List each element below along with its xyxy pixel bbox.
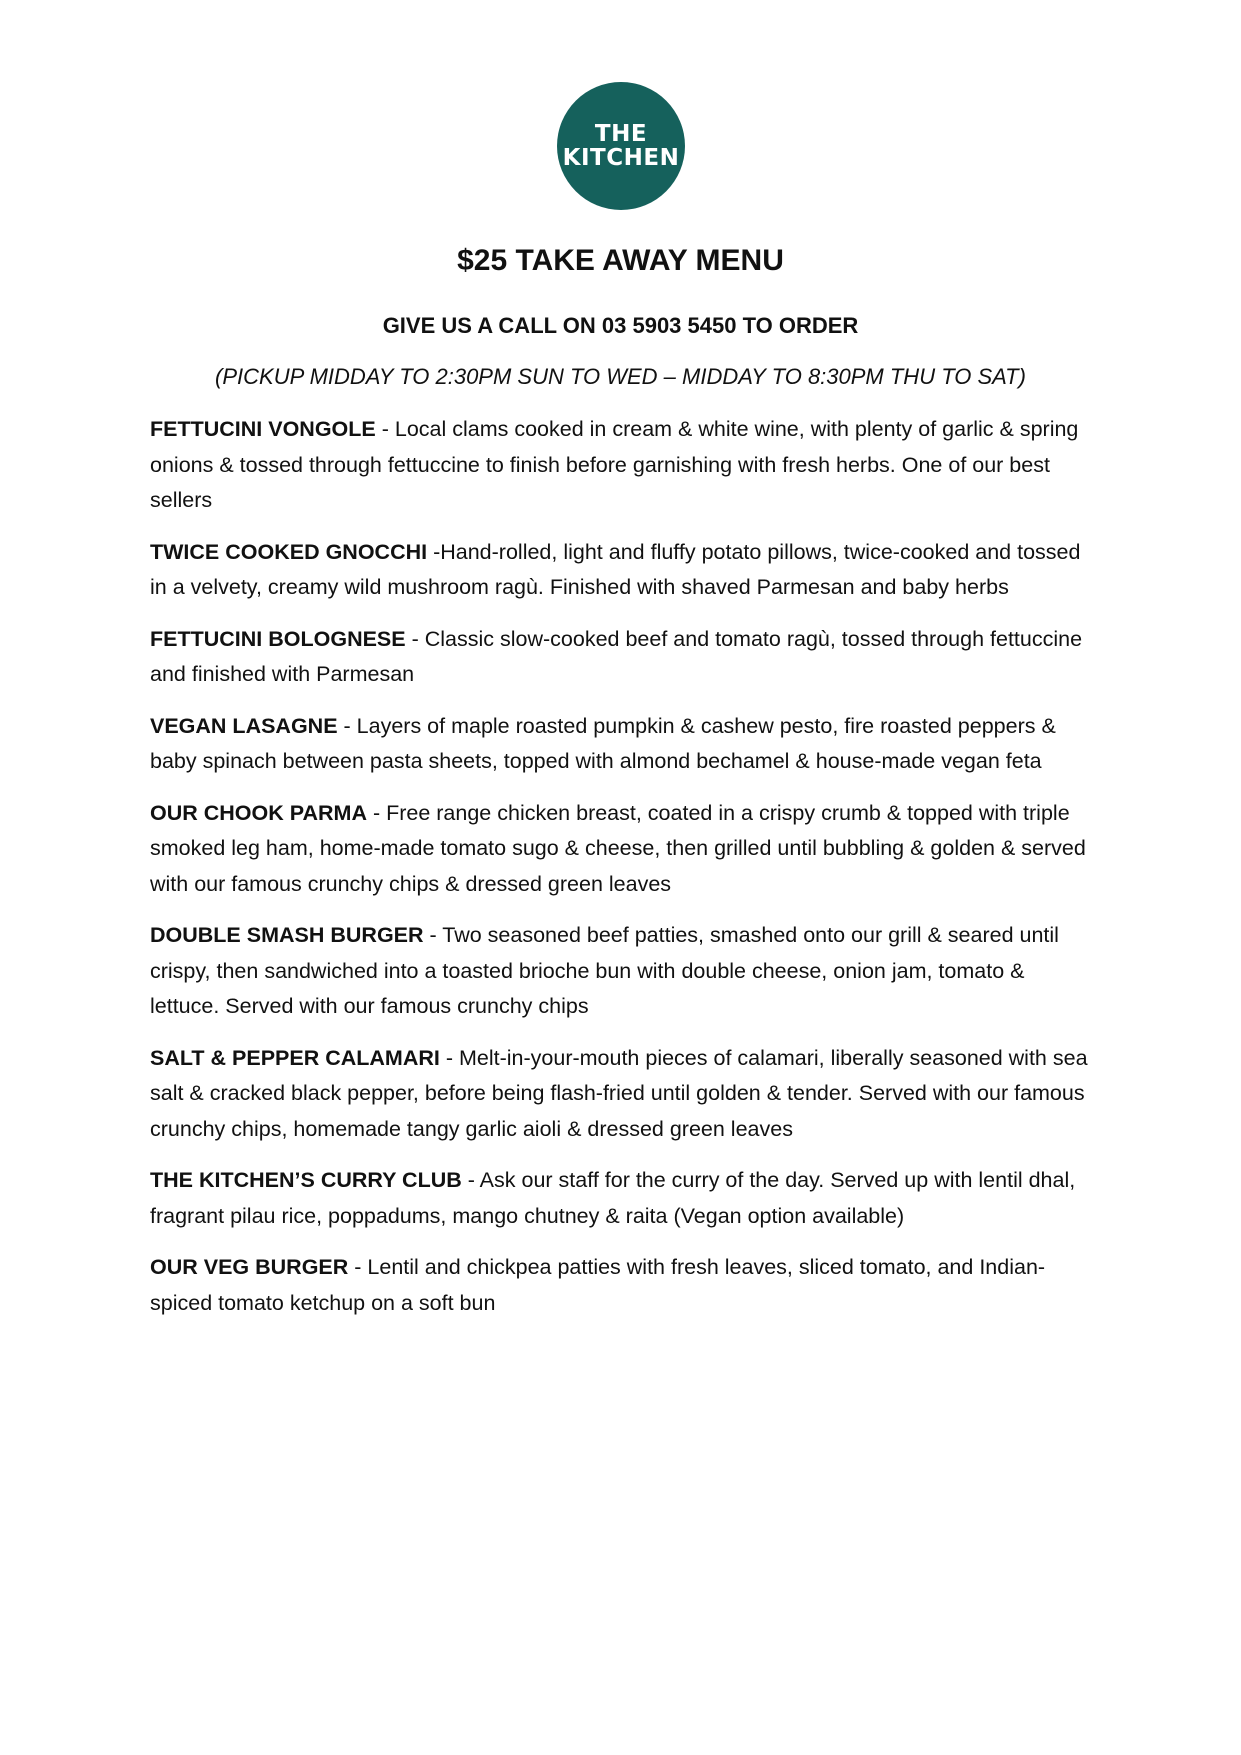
menu-item-description: - Melt-in-your-mouth pieces of calamari, liberally seasoned with sea salt & cracked black pepper, before being flash-fried until golden & tender. Served with our famous crunchy chips, homemade tangy garlic aioli & dressed green leaves <box>150 1045 1088 1141</box>
menu-item-description: - Local clams cooked in cream & white wine, with plenty of garlic & spring onions & tossed through fettuccine to finish before garnishing with fresh herbs. One of our best sellers <box>150 417 1079 512</box>
menu-item <box>150 1250 1095 1321</box>
menu-item-description: - Classic slow-cooked beef and tomato ragù, tossed through fettuccine and finished with Parmesan <box>150 626 1083 686</box>
menu-item-name: TWICE COOKED GNOCCHI <box>150 539 428 564</box>
menu-item-description: - Layers of maple roasted pumpkin & cashew pesto, fire roasted peppers & baby spinach between pasta sheets, topped with almond bechamel & house-made vegan feta <box>150 713 1056 773</box>
menu-item-description: - Two seasoned beef patties, smashed onto our grill & seared until crispy, then sandwiched into a toasted brioche bun with double cheese, onion jam, tomato & lettuce. Served with our famous crunchy chips <box>150 923 1059 1018</box>
menu-item-name: VEGAN LASAGNE <box>150 713 338 738</box>
menu-item <box>150 796 1095 903</box>
menu-item <box>150 412 1095 519</box>
menu-item <box>150 918 1095 1025</box>
menu-item-name: FETTUCINI BOLOGNESE <box>150 626 406 651</box>
menu-item <box>150 1163 1095 1234</box>
order-phone-line: GIVE US A CALL ON 03 5903 5450 TO ORDER <box>382 313 859 338</box>
logo-line-1: THE <box>594 120 648 147</box>
menu-item-description: - Lentil and chickpea patties with fresh leaves, sliced tomato, and Indian-spiced tomato ketchup on a soft bun <box>150 1255 1046 1315</box>
menu-item <box>150 709 1095 780</box>
menu-item-description: -Hand-rolled, light and fluffy potato pillows, twice-cooked and tossed in a velvety, creamy wild mushroom ragù. Finished with shaved Parmesan and baby herbs <box>150 539 1081 599</box>
menu-item-description: - Ask our staff for the curry of the day. Served up with lentil dhal, fragrant pilau rice, poppadums, mango chutney & raita (Vegan option available) <box>150 1168 1076 1228</box>
menu-item-name: THE KITCHEN’S CURRY CLUB <box>150 1168 462 1192</box>
menu-item-description: - Free range chicken breast, coated in a crispy crumb & topped with triple smoked leg ham, home-made tomato sugo & cheese, then grilled until bubbling & golden & served with our famous crunchy chips & dressed green leaves <box>150 800 1086 896</box>
menu-item <box>150 622 1095 693</box>
logo-line-2: KITCHEN <box>562 145 680 171</box>
pickup-hours: (PICKUP MIDDAY TO 2:30PM SUN TO WED – MIDDAY TO 8:30PM THU TO SAT) <box>215 364 1026 389</box>
menu-item-name: FETTUCINI VONGOLE <box>150 417 376 441</box>
menu-item <box>150 1041 1095 1148</box>
menu-items-list <box>150 412 1095 1337</box>
menu-item-name: OUR VEG BURGER <box>150 1255 349 1279</box>
menu-item-name: SALT & PEPPER CALAMARI <box>150 1045 440 1070</box>
kitchen-logo <box>557 82 685 210</box>
menu-item <box>150 535 1095 606</box>
menu-title: $25 TAKE AWAY MENU <box>457 244 784 277</box>
menu-item-name: DOUBLE SMASH BURGER <box>150 923 424 947</box>
menu-item-name: OUR CHOOK PARMA <box>150 800 367 825</box>
